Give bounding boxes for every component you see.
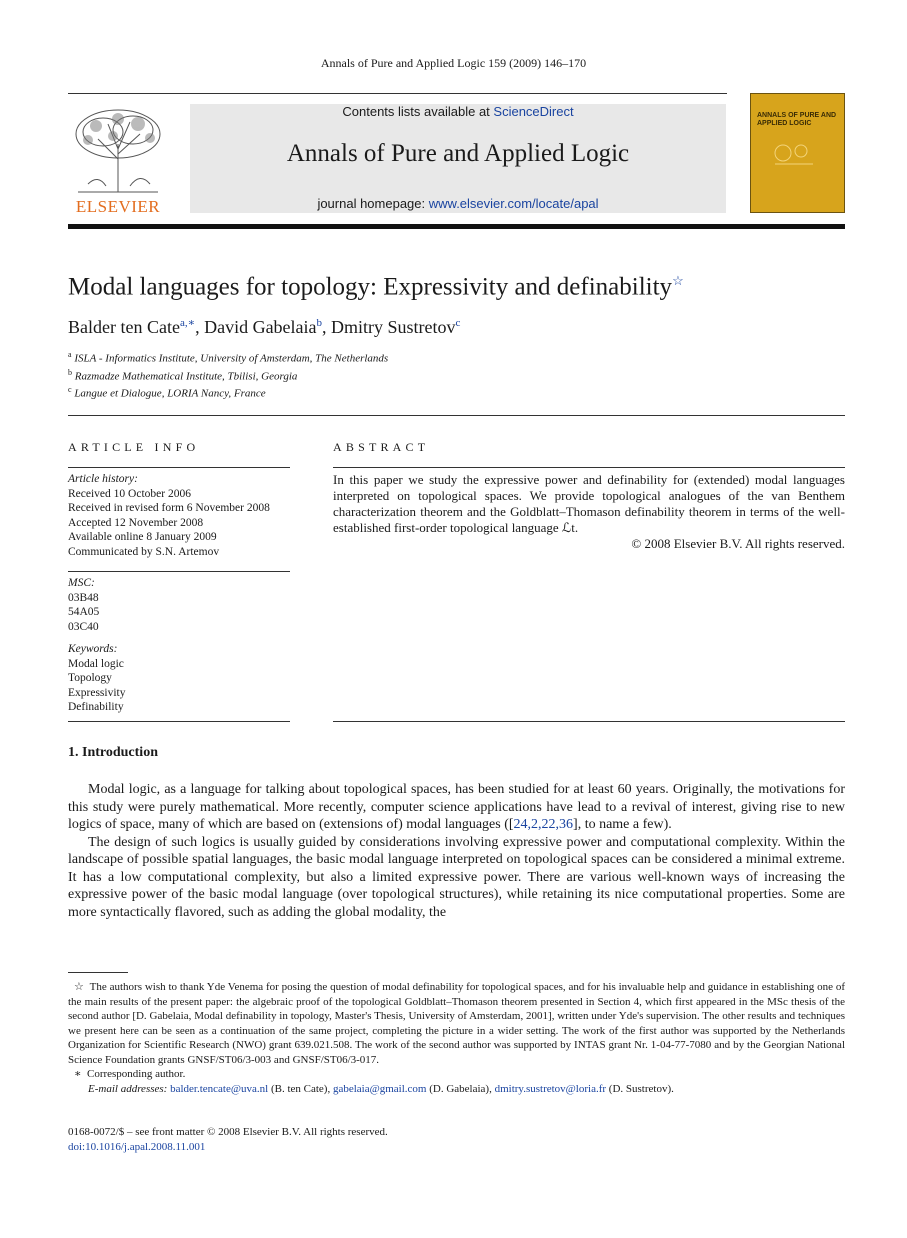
title-footnote-mark[interactable]: ☆ bbox=[672, 273, 684, 288]
author-affil-mark[interactable]: b bbox=[316, 317, 323, 329]
author-list bbox=[68, 316, 460, 338]
msc-code: 03C40 bbox=[68, 620, 99, 633]
email-owner: (B. ten Cate), bbox=[268, 1082, 333, 1095]
msc-code: 03B48 bbox=[68, 591, 99, 604]
keywords bbox=[68, 642, 126, 715]
footnote-text: Corresponding author. bbox=[86, 1068, 186, 1080]
section-rule bbox=[68, 415, 845, 416]
email-link[interactable]: gabelaia@gmail.com bbox=[332, 1082, 427, 1095]
page-bottom-info bbox=[68, 1125, 388, 1155]
abstract-heading: ABSTRACT bbox=[333, 440, 430, 454]
abstract-copyright: © 2008 Elsevier B.V. All rights reserved. bbox=[631, 536, 845, 551]
msc-label: MSC: bbox=[68, 577, 95, 589]
journal-citation: Annals of Pure and Applied Logic 159 (2009) 146–170 bbox=[320, 56, 587, 70]
paragraph-text: ], to name a few). bbox=[573, 817, 672, 832]
author-name: Balder ten Cate bbox=[68, 317, 180, 337]
homepage-link[interactable]: www.elsevier.com/locate/apal bbox=[428, 196, 599, 211]
article-title-text: Modal languages for topology: Expressivity and definability bbox=[68, 273, 673, 301]
author-name: Dmitry Sustretov bbox=[331, 317, 456, 337]
footnote bbox=[68, 1067, 845, 1082]
msc-codes bbox=[68, 576, 99, 634]
abstract-rule bbox=[333, 721, 845, 722]
affiliation-text: Razmadze Mathematical Institute, Tbilisi, Georgia bbox=[74, 370, 298, 383]
sciencedirect-link[interactable]: ScienceDirect bbox=[493, 104, 574, 119]
history-item: Received in revised form 6 November 2008 bbox=[68, 502, 270, 514]
issn-line: 0168-0072/$ – see front matter © 2008 Elsevier B.V. All rights reserved. bbox=[68, 1126, 388, 1138]
footnote bbox=[68, 980, 845, 1067]
paragraph bbox=[68, 781, 845, 834]
email-link[interactable]: balder.tencate@uva.nl bbox=[170, 1082, 269, 1095]
header-thick-rule bbox=[68, 224, 845, 229]
cover-title: ANNALS OF PURE AND APPLIED LOGIC bbox=[757, 112, 837, 127]
homepage-line bbox=[190, 196, 726, 211]
header-rule bbox=[68, 93, 727, 94]
affiliation-mark: a bbox=[68, 350, 72, 359]
affiliation-text: Langue et Dialogue, LORIA Nancy, France bbox=[74, 387, 266, 400]
footnote-mark: ∗ bbox=[74, 1068, 82, 1080]
author-affil-mark[interactable]: a,∗ bbox=[179, 317, 196, 329]
author-separator: , bbox=[322, 317, 332, 337]
history-item: Available online 8 January 2009 bbox=[68, 531, 217, 543]
contents-prefix: Contents lists available at bbox=[342, 104, 494, 119]
contents-line bbox=[190, 104, 726, 119]
keyword: Modal logic bbox=[68, 657, 124, 670]
info-rule bbox=[68, 721, 290, 722]
history-item: Received 10 October 2006 bbox=[68, 487, 191, 500]
history-item: Communicated by S.N. Artemov bbox=[68, 545, 220, 558]
publisher-wordmark: ELSEVIER bbox=[75, 197, 161, 216]
keywords-label: Keywords: bbox=[68, 643, 118, 655]
paragraph: The design of such logics is usually guided by considerations involving expressive power and computational complexity. Within the landscape of possible spatial languages, the basic modal language interpreted on topological spaces can be considered a minimal extreme. It has a low computational complexity, but also a limited expressive power. There are various well-known ways of increasing the expressive power of the basic modal language (over topological structures), while retaining its nice computational properties. Some are more syntactically flavored, such as adding the global modality, the bbox=[68, 834, 845, 920]
keyword: Topology bbox=[68, 672, 112, 684]
homepage-prefix: journal homepage: bbox=[317, 196, 429, 211]
paragraph-text: Modal logic, as a language for talking about topological spaces, has been studied for at least 60 years. Originally, the motivations for this study were purely mathematical. More recently, computer science applications have lead to a revival of interest, giving rise to new logics of space, many of which are based on (extensions of) modal languages ([ bbox=[68, 782, 845, 832]
footnotes bbox=[68, 980, 845, 1096]
section-heading: 1. Introduction bbox=[68, 745, 158, 760]
email-footnote bbox=[68, 1082, 845, 1097]
cover-emblem-icon bbox=[769, 138, 819, 168]
footnote-rule bbox=[68, 972, 128, 973]
elsevier-tree-icon bbox=[68, 104, 168, 196]
email-owner: (D. Gabelaia), bbox=[426, 1082, 495, 1095]
intro-body bbox=[68, 781, 845, 921]
info-rule bbox=[68, 571, 290, 572]
info-rule bbox=[68, 467, 290, 468]
affiliation-text: ISLA - Informatics Institute, University of Amsterdam, The Netherlands bbox=[74, 352, 389, 365]
keyword: Definability bbox=[68, 701, 124, 713]
author-name: David Gabelaia bbox=[204, 317, 317, 337]
affiliation bbox=[68, 350, 388, 365]
history-label: Article history: bbox=[68, 473, 138, 485]
article-title bbox=[68, 273, 845, 301]
keyword: Expressivity bbox=[68, 686, 126, 699]
history-item: Accepted 12 November 2008 bbox=[68, 516, 204, 529]
affiliation bbox=[68, 368, 297, 383]
doi-link[interactable]: doi:10.1016/j.apal.2008.11.001 bbox=[68, 1141, 206, 1153]
email-label: E-mail addresses: bbox=[88, 1082, 168, 1095]
reference-links[interactable]: 24,2,22,36 bbox=[513, 817, 574, 832]
article-history bbox=[68, 472, 270, 559]
author-affil-mark[interactable]: c bbox=[455, 317, 461, 329]
msc-code: 54A05 bbox=[68, 606, 100, 618]
footnote-mark: ☆ bbox=[74, 981, 84, 993]
abstract-text: In this paper we study the expressive power and definability for (extended) modal languages interpreted on topological spaces. We provide topological analogues of the van Benthem characterization theorem and the Goldblatt–Thomason definability theorem in terms of the well-established first-order topological language ℒt. bbox=[333, 472, 845, 535]
footnote-text: The authors wish to thank Yde Venema for posing the question of modal definability for topological spaces, and for his invaluable help and guidance in establishing one of the main results of the present paper: the algebraic proof of the topological Goldblatt–Thomason theorem presented in Section 4, which first appeared in the MSc thesis of the second author [D. Gabelaia, Modal definability in topology, Master's Thesis, University of Amsterdam, 2001], written under Yde's supervision. The other results and techniques we present here can be seen as a continuation of the same project, completing the picture in a wider setting. The work of the first author was supported by the Netherlands Organization for Scientific Research (NWO) grant 639.021.508. The work of the second author was supported by INTAS grant Nr. 1-04-77-7080 and by the Georgian National Science Foundation grants GNSF/ST06/3-003 and GNSF/ST06/3-017. bbox=[68, 981, 845, 1066]
journal-title: Annals of Pure and Applied Logic bbox=[286, 140, 630, 167]
email-owner: (D. Sustretov). bbox=[606, 1082, 674, 1095]
affiliation-mark: b bbox=[68, 368, 72, 377]
abstract-rule bbox=[333, 467, 845, 468]
affiliation bbox=[68, 385, 266, 400]
email-link[interactable]: dmitry.sustretov@loria.fr bbox=[494, 1082, 607, 1095]
affiliation-mark: c bbox=[68, 385, 72, 394]
article-info-heading: ARTICLE INFO bbox=[68, 440, 200, 454]
journal-cover bbox=[750, 93, 845, 213]
author-separator: , bbox=[195, 317, 205, 337]
